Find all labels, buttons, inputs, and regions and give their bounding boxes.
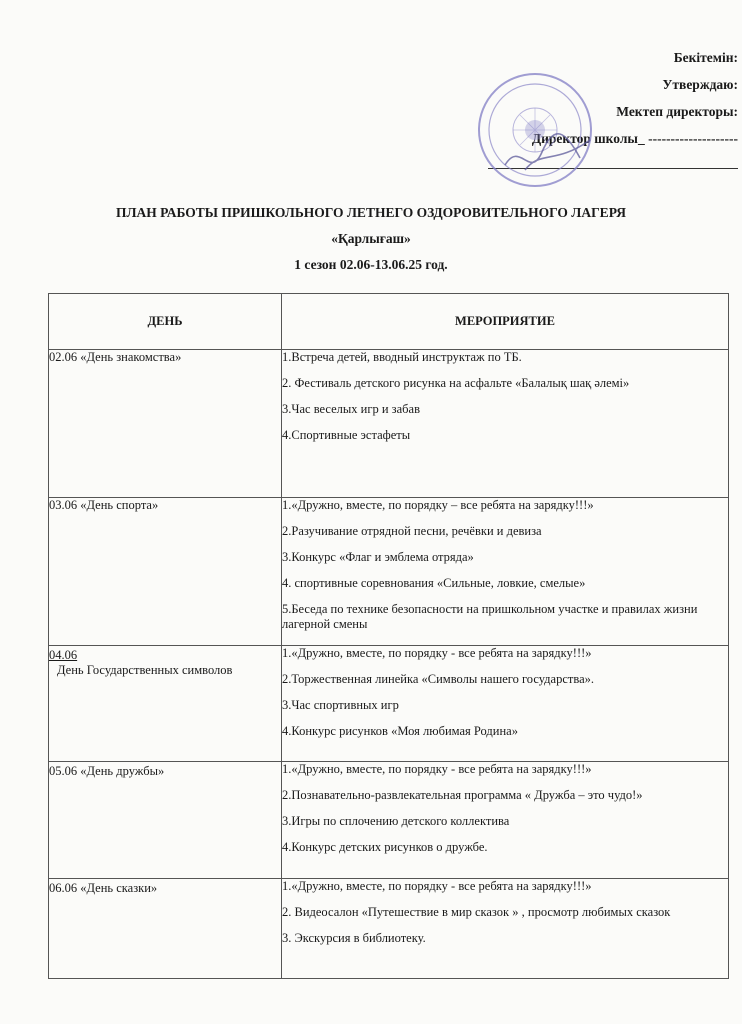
event-item: 5.Беседа по технике безопасности на пришкольном участке и правилах жизни лагерной смены bbox=[282, 602, 698, 631]
event-item: 4.Спортивные эстафеты bbox=[282, 428, 411, 442]
event-item: 4.Конкурс детских рисунков о дружбе. bbox=[282, 840, 488, 854]
day-name: День Государственных символов bbox=[57, 663, 233, 677]
event-item: 2.Торжественная линейка «Символы нашего государства». bbox=[282, 672, 595, 686]
day-cell: 06.06 «День сказки» bbox=[49, 879, 282, 979]
event-item: 2. Видеосалон «Путешествие в мир сказок » , просмотр любимых сказок bbox=[282, 905, 671, 919]
table-row bbox=[49, 879, 729, 979]
events-cell bbox=[282, 762, 729, 879]
table-header bbox=[49, 294, 729, 350]
plan-title: ПЛАН РАБОТЫ ПРИШКОЛЬНОГО ЛЕТНЕГО ОЗДОРОВИТЕЛЬНОГО ЛАГЕРЯ bbox=[115, 205, 627, 220]
official-stamp-icon bbox=[470, 70, 600, 200]
event-item: 1.«Дружно, вместе, по порядку - все ребята на зарядку!!!» bbox=[282, 762, 592, 776]
event-item: 1.Встреча детей, вводный инструктаж по ТБ. bbox=[282, 350, 522, 364]
day-cell: 03.06 «День спорта» bbox=[49, 498, 282, 646]
plan-table bbox=[48, 293, 729, 979]
event-item: 4. спортивные соревнования «Сильные, ловкие, смелые» bbox=[282, 576, 586, 590]
event-item: 3.Час веселых игр и забав bbox=[282, 402, 420, 416]
approval-line-ru: Утверждаю: bbox=[662, 77, 738, 92]
director-label-kz: Мектеп директоры: bbox=[616, 104, 738, 119]
events-cell bbox=[282, 646, 729, 762]
day-date: 04.06 bbox=[49, 648, 78, 662]
header-event: МЕРОПРИЯТИЕ bbox=[282, 294, 729, 350]
table-row bbox=[49, 762, 729, 879]
day-cell bbox=[49, 646, 282, 762]
event-item: 1.«Дружно, вместе, по порядку – все ребята на зарядку!!!» bbox=[282, 498, 594, 512]
events-cell bbox=[282, 498, 729, 646]
event-item: 3.Час спортивных игр bbox=[282, 698, 399, 712]
event-item: 1.«Дружно, вместе, по порядку - все ребята на зарядку!!!» bbox=[282, 879, 592, 893]
event-item: 4.Конкурс рисунков «Моя любимая Родина» bbox=[282, 724, 518, 738]
season-dates: 1 сезон 02.06-13.06.25 год. bbox=[294, 257, 448, 272]
event-item: 2.Разучивание отрядной песни, речёвки и девиза bbox=[282, 524, 542, 538]
event-item: 2. Фестиваль детского рисунка на асфальте «Балалық шақ әлемі» bbox=[282, 376, 630, 390]
document-title bbox=[0, 200, 742, 278]
director-label-ru: Директор школы_ -------------------- bbox=[531, 131, 738, 146]
event-item: 3.Игры по сплочению детского коллектива bbox=[282, 814, 510, 828]
event-item: 3. Экскурсия в библиотеку. bbox=[282, 931, 426, 945]
table-row bbox=[49, 350, 729, 498]
day-cell: 02.06 «День знакомства» bbox=[49, 350, 282, 498]
event-item: 2.Познавательно-развлекательная программа « Дружба – это чудо!» bbox=[282, 788, 643, 802]
events-cell bbox=[282, 350, 729, 498]
approval-line-kz: Бекітемін: bbox=[673, 50, 738, 65]
camp-name: «Қарлығаш» bbox=[331, 231, 411, 246]
table-row bbox=[49, 646, 729, 762]
header-day: ДЕНЬ bbox=[49, 294, 282, 350]
event-item: 3.Конкурс «Флаг и эмблема отряда» bbox=[282, 550, 474, 564]
events-cell bbox=[282, 879, 729, 979]
day-cell: 05.06 «День дружбы» bbox=[49, 762, 282, 879]
event-item: 1.«Дружно, вместе, по порядку - все ребята на зарядку!!!» bbox=[282, 646, 592, 660]
table-row bbox=[49, 498, 729, 646]
